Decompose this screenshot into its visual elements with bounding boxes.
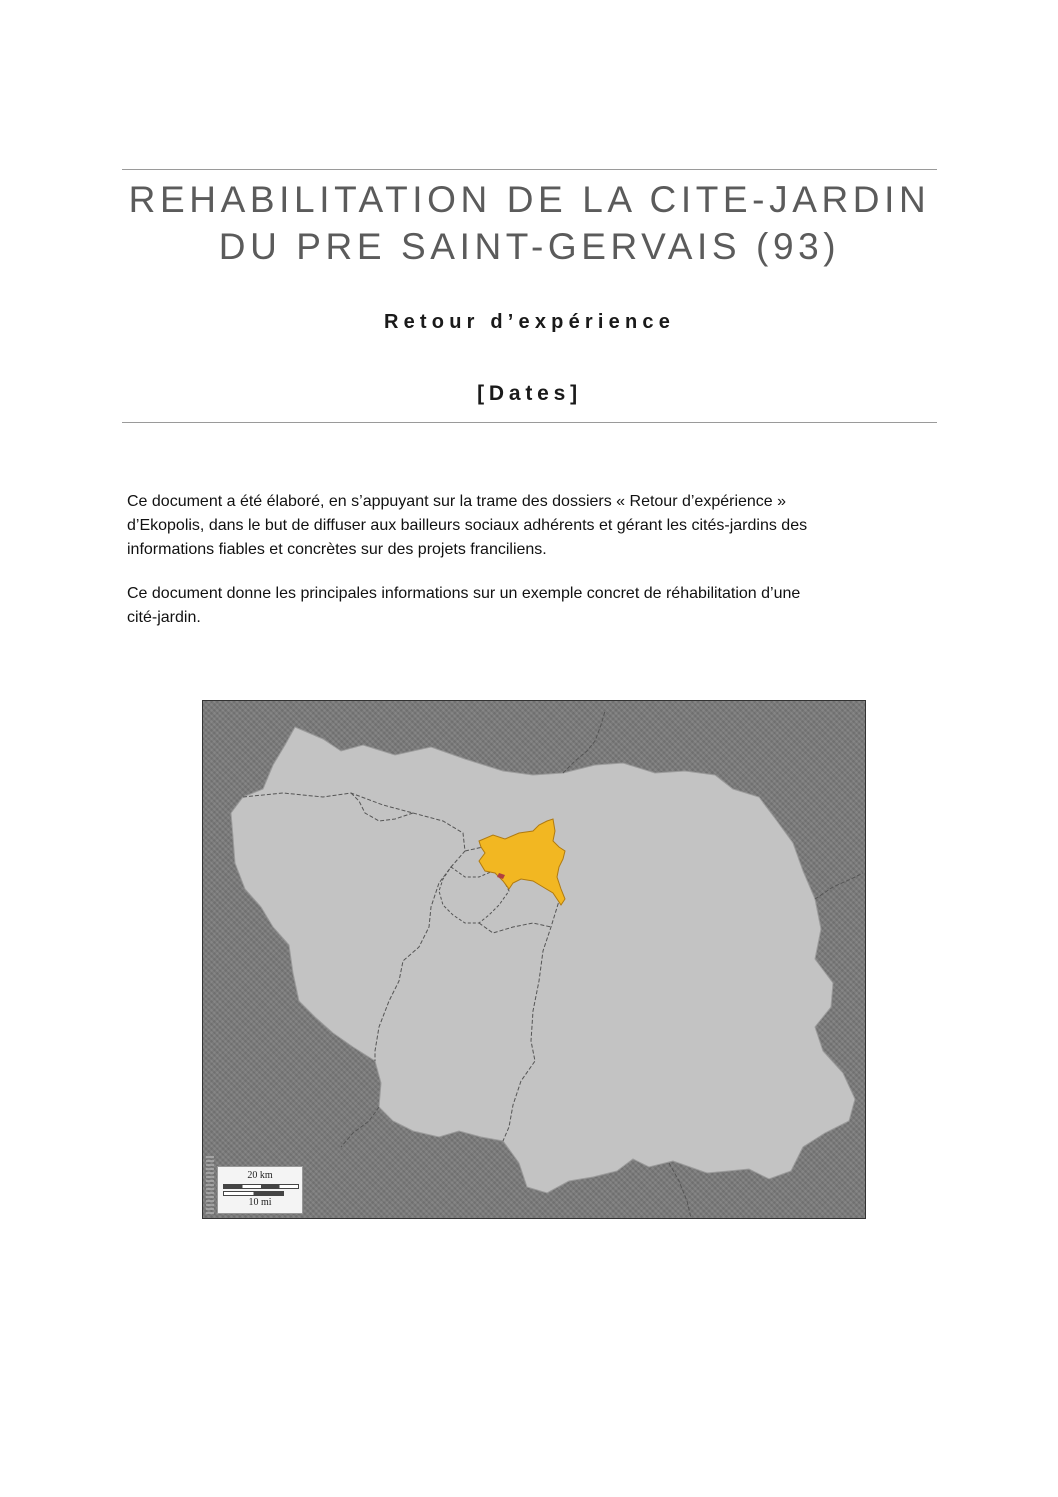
intro-line-3: informations fiables et concrètes sur des projets franciliens. [127,541,547,558]
top-divider [122,169,937,170]
document-subtitle: Retour d’expérience [383,311,676,333]
scale-km-label: 20 km [247,1170,273,1181]
region-edge-east [815,873,863,899]
title-line-1: REHABILITATION DE LA CITE-JARDIN [128,179,931,220]
map-svg [203,701,865,1218]
region-edge-north [563,711,605,773]
summary-line-1: Ce document donne les principales informations sur un exemple concret de réhabilitation d’une [127,585,801,602]
scale-bar-km [223,1184,299,1189]
region-edge-southwest [341,1107,379,1147]
bottom-divider [122,422,937,423]
intro-line-2: d’Ekopolis, dans le but de diffuser aux bailleurs sociaux adhérents et gérant les cités-jardins des [127,517,808,534]
scale-bar-mi [223,1191,284,1196]
region-edge-southeast [669,1163,691,1218]
summary-paragraph [127,582,937,630]
intro-paragraph [127,490,937,562]
document-title [122,176,937,270]
ile-de-france-map [202,700,866,1219]
summary-line-2: cité-jardin. [127,609,201,626]
title-line-2: DU PRE SAINT-GERVAIS (93) [218,226,841,267]
document-dates: [Dates] [477,382,582,405]
map-credit-mark [206,1156,214,1216]
intro-line-1: Ce document a été élaboré, en s’appuyant sur la trame des dossiers « Retour d’expérience » [127,493,787,510]
map-scale [217,1166,303,1214]
scale-mi-label: 10 mi [248,1197,272,1208]
